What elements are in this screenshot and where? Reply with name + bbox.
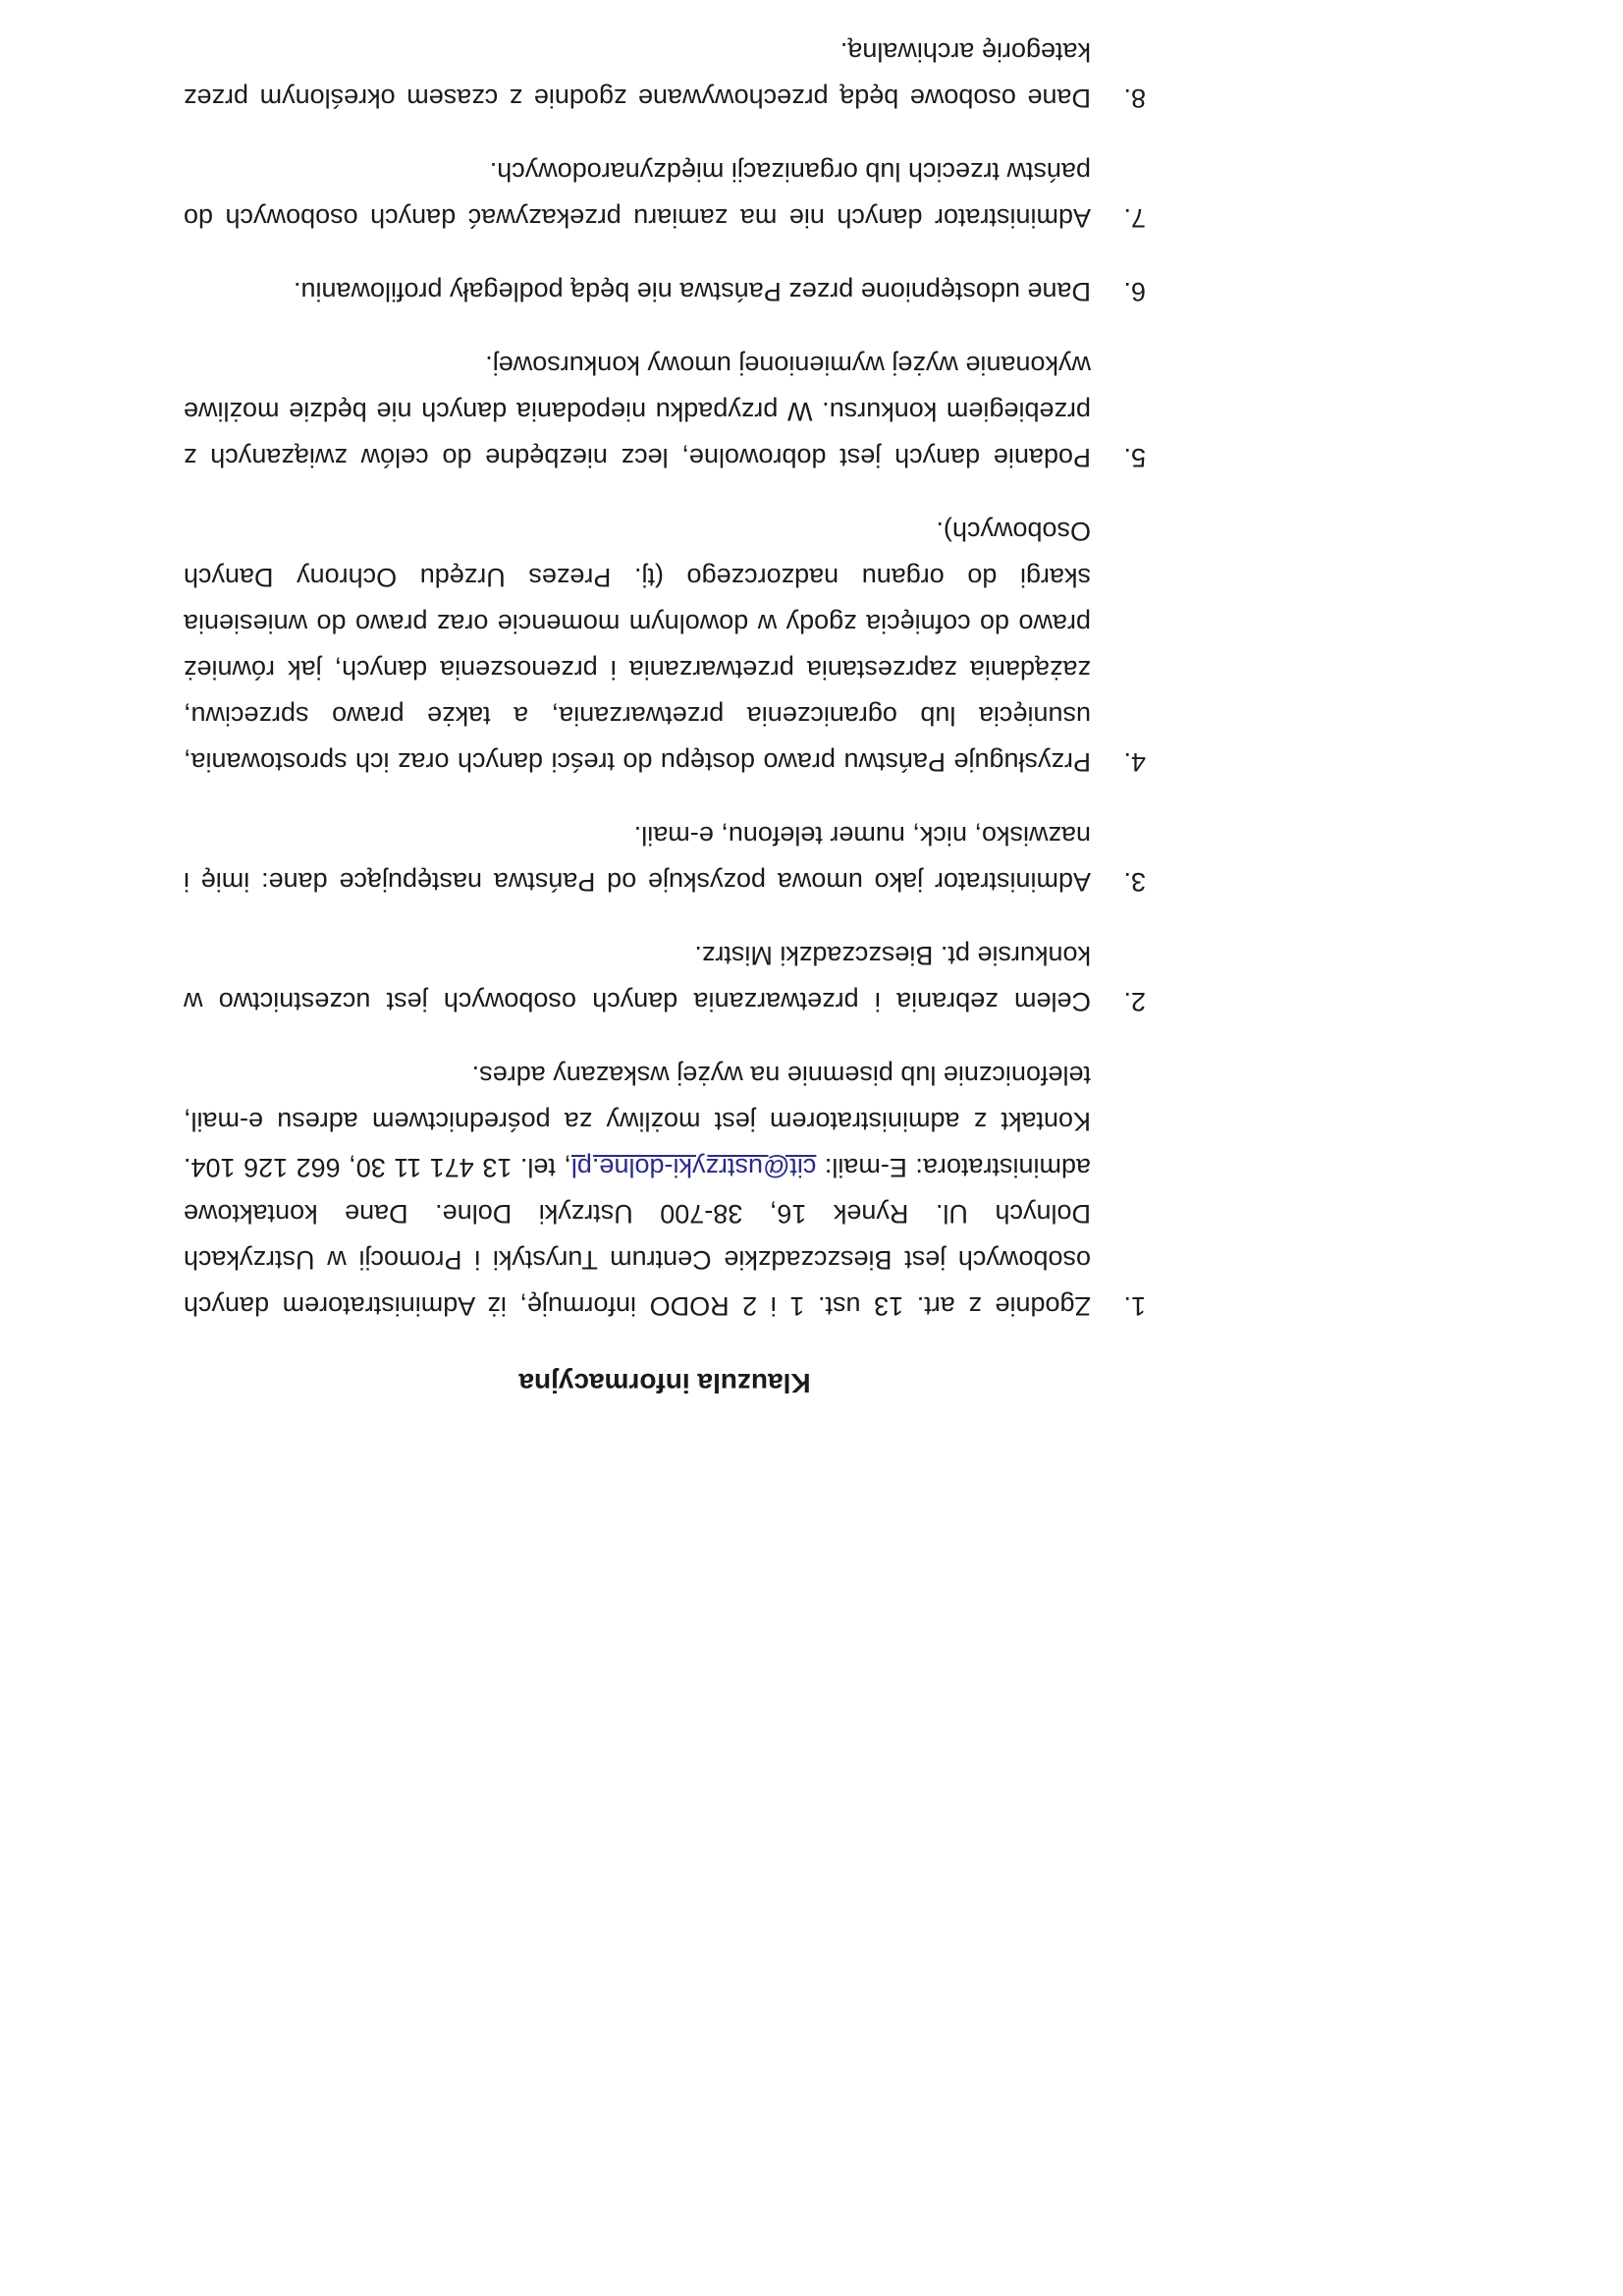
- clause-item-6: [184, 268, 1146, 314]
- clause-item-5: [184, 342, 1146, 480]
- clause-text: Podanie danych jest dobrowolne, lecz niezbędne do celów związanych z przebiegiem konkursu. W przypadku niepodania danych nie będzie możliwe wykonanie wyżej wymienionej umowy konkursowej.: [184, 351, 1091, 472]
- clause-text: Administrator danych nie ma zamiaru przekazywać danych osobowych do państw trzecich lub organizacji międzynarodowych.: [184, 157, 1091, 233]
- clause-text: Administrator jako umowa pozyskuje od Państwa następujące dane: imię i nazwisko, nick, numer telefonu, e-mail.: [184, 821, 1091, 897]
- clause-item-4: [184, 508, 1146, 785]
- clause-number: 1.: [1123, 1291, 1146, 1321]
- clause-number: 6.: [1123, 277, 1146, 306]
- clause-item-3: [184, 812, 1146, 904]
- email-link[interactable]: cit@ustrzyki-dolne.pl: [570, 1153, 817, 1182]
- clause-item-1: [184, 1052, 1146, 1329]
- clause-number: 3.: [1123, 867, 1146, 897]
- clause-text: Zgodnie z art. 13 ust. 1 i 2 RODO informuję, iż Administratorem danych osobowych jest Bieszczadzkie Centrum Turystyki i Promocji w Ustrzykach Dolnych Ul. Rynek 16, 38-700 Ustrzyki Dolne. Dane kontaktowe administratora: E-mail:: [184, 1153, 1091, 1321]
- clause-number: 8.: [1123, 83, 1146, 113]
- clause-number: 7.: [1123, 203, 1146, 233]
- clause-item-7: [184, 148, 1146, 241]
- document-content-rotated: [184, 0, 1146, 1406]
- document-title: Klauzula informacyjna: [518, 1368, 811, 1398]
- clause-number: 4.: [1123, 747, 1146, 777]
- clause-item-8: [184, 28, 1146, 121]
- clause-text-continued: , tel. 13 471 11 30, 662 126 104. Kontakt z administratorem jest możliwy za pośrednictwem adresu e-mail, telefonicznie lub pisemnie na wyżej wskazany adres.: [184, 1061, 1091, 1182]
- clause-item-2: [184, 932, 1146, 1024]
- clause-text: Przysługuje Państwu prawo dostępu do treści danych oraz ich sprostowania, usunięcia lub ograniczenia przetwarzania, a także prawo sprzeciwu, zażądania zaprzestania przetwarzania i przenoszenia danych, jak również prawo do cofnięcia zgody w dowolnym momencie oraz prawo do wniesienia skargi do organu nadzorczego (tj. Prezes Urzędu Ochrony Danych Osobowych).: [184, 517, 1091, 777]
- clause-list: [184, 28, 1146, 1329]
- clause-text: Dane osobowe będą przechowywane zgodnie z czasem określonym przez kategorię archiwalną.: [184, 37, 1091, 113]
- clause-number: 2.: [1123, 987, 1146, 1016]
- clause-text: Dane udostępnione przez Państwa nie będą podlegały profilowaniu.: [293, 277, 1091, 306]
- clause-text: Celem zebrania i przetwarzania danych osobowych jest uczestnictwo w konkursie pt. Bieszczadzki Mistrz.: [184, 941, 1091, 1016]
- clause-number: 5.: [1123, 443, 1146, 472]
